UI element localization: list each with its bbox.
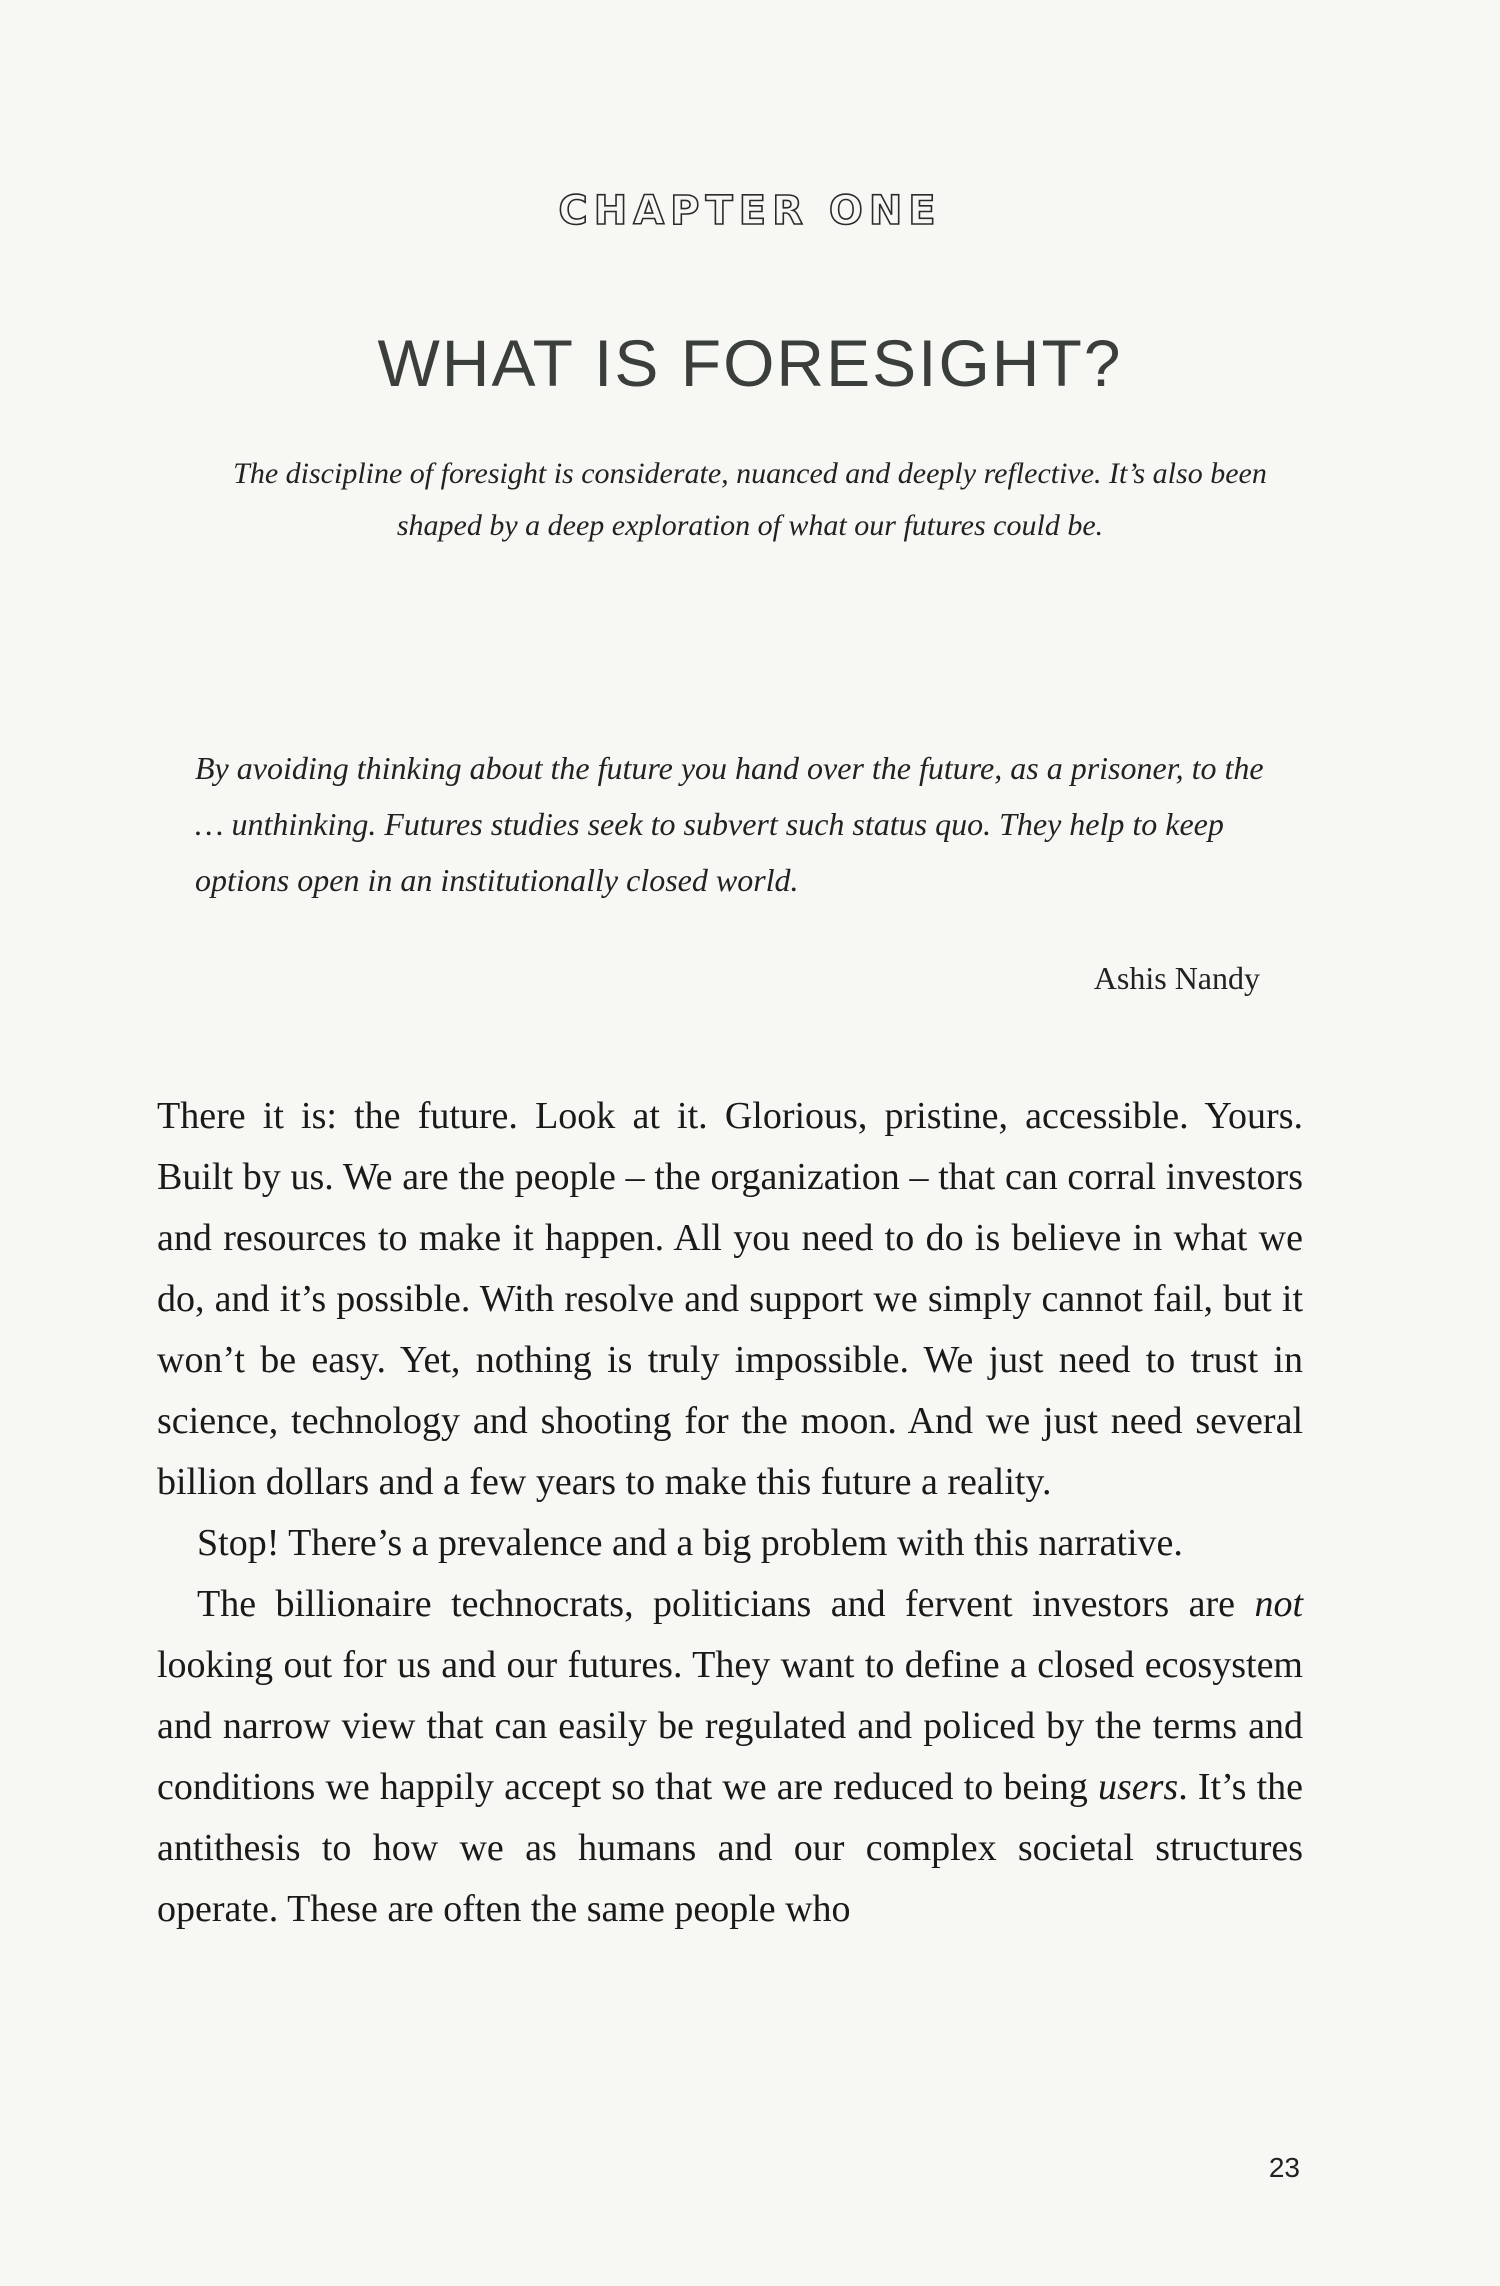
epigraph-author: Ashis Nandy [1093,960,1260,996]
paragraph-3-emphasis-not: not [1254,1583,1303,1625]
epigraph-quote: By avoiding thinking about the future you hand over the future, as a prisoner, to the … unthinking. Futures studies seek to subvert such status quo. They help to keep options open in an institutionally closed world. [195,750,1264,898]
paragraph-3-emphasis-users: users [1097,1766,1179,1808]
paragraph-3-text-3: . It’s the antithesis to how we as humans and our complex societal structures operate. These are often the same people who [157,1766,1303,1930]
body-paragraph-2: Stop! There’s a prevalence and a big problem with this narrative. [197,1522,1183,1564]
paragraph-3-text-2: looking out for us and our futures. They want to define a closed ecosystem and narrow view that can easily be regulated and policed by the terms and conditions we happily accept so that we are reduced to being [157,1644,1303,1808]
chapter-title: WHAT IS FORESIGHT? [377,326,1123,400]
body-text [157,1086,1303,1940]
chapter-subtitle: The discipline of foresight is considerate, nuanced and deeply reflective. It’s also been shaped by a deep exploration of what our futures could be. [233,457,1267,542]
chapter-label: CHAPTER ONE [558,188,942,234]
paragraph-3-text-1: The billionaire technocrats, politicians and fervent investors are [197,1583,1255,1625]
body-paragraph-1: There it is: the future. Look at it. Glorious, pristine, accessible. Yours. Built by us. We are the people – the organization – that can corral investors and resources to make it happen. All you need to do is believe in what we do, and it’s possible. With resolve and support we simply cannot fail, but it won’t be easy. Yet, nothing is truly impossible. We just need to trust in science, technology and shooting for the moon. And we just need several billion dollars and a few years to make this future a reality. [157,1095,1303,1503]
body-paragraph-3 [157,1574,1303,1940]
page-number: 23 [1268,2152,1300,2183]
